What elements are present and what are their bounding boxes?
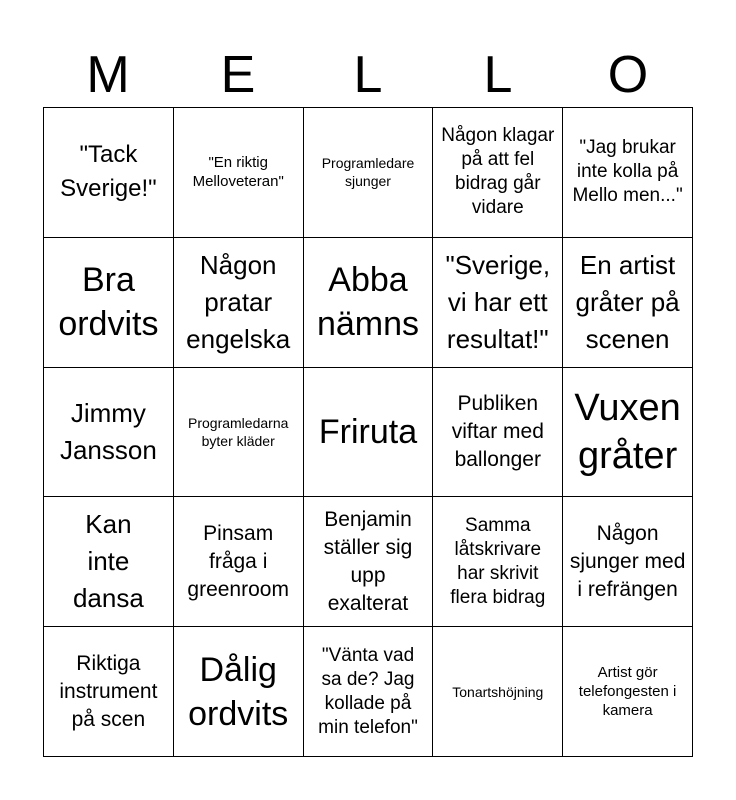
cell-text: En artist gråter på scenen [575,249,680,354]
cell-text: Programledare sjunger [321,155,415,190]
cell-text: Publiken viftar med ballonger [451,391,544,471]
cell-text: Vuxen gråter [574,386,681,477]
cell-text: Pinsam fråga i greenroom [187,521,289,601]
cell-text: Abba nämns [316,261,420,344]
bingo-cell[interactable] [304,627,434,757]
bingo-cell[interactable] [44,497,174,627]
header-letter: E [220,46,256,104]
cell-text: Benjamin ställer sig upp exalterat [323,507,413,615]
bingo-cell[interactable] [174,108,304,238]
cell-text: "Sverige, vi har ett resultat!" [445,249,551,354]
header-letter: L [353,46,383,104]
bingo-cell[interactable] [44,108,174,238]
bingo-cell[interactable] [433,497,563,627]
bingo-cell[interactable] [563,368,693,498]
bingo-cell[interactable] [433,627,563,757]
bingo-cell[interactable] [44,238,174,368]
bingo-board [43,107,693,757]
bingo-cell[interactable] [44,627,174,757]
bingo-cell[interactable] [304,108,434,238]
cell-text: Dålig ordvits [188,650,289,733]
bingo-header [43,44,693,106]
header-letter: M [86,46,130,104]
bingo-cell[interactable] [174,238,304,368]
cell-text: Någon klagar på att fel bidrag går vidare [441,125,555,219]
cell-text: Samma låtskrivare har skrivit flera bidrag [450,514,546,608]
cell-text: "Vänta vad sa de? Jag kollade på min telefon" [318,644,418,738]
bingo-cell[interactable] [563,627,693,757]
bingo-cell[interactable] [563,497,693,627]
bingo-cell[interactable] [433,368,563,498]
header-letter: L [483,46,513,104]
bingo-cell[interactable] [433,238,563,368]
cell-text: Friruta [318,412,418,451]
cell-text: Bra ordvits [58,261,159,344]
bingo-cell[interactable] [304,368,434,498]
bingo-cell[interactable] [563,108,693,238]
bingo-cell[interactable] [174,497,304,627]
cell-text: Programledarna byter kläder [188,414,289,449]
header-letter: O [607,46,649,104]
cell-text: "En riktig Melloveteran" [192,154,284,191]
cell-text: Jimmy Jansson [59,397,157,465]
cell-text: Tonartshöjning [452,683,544,700]
cell-text: Någon pratar engelska [186,249,291,354]
bingo-cell[interactable] [44,368,174,498]
cell-text: Kan inte dansa [72,509,144,614]
bingo-cell[interactable] [304,238,434,368]
cell-text: "Tack Sverige!" [60,141,157,203]
bingo-cell[interactable] [174,368,304,498]
cell-text: "Jag brukar inte kolla på Mello men..." [572,137,683,207]
cell-text: Någon sjunger med i refrängen [569,521,686,601]
cell-text: Artist gör telefongesten i kamera [578,664,677,720]
bingo-cell[interactable] [433,108,563,238]
bingo-cell[interactable] [174,627,304,757]
bingo-cell[interactable] [304,497,434,627]
bingo-cell[interactable] [563,238,693,368]
cell-text: Riktiga instrument på scen [59,651,158,731]
